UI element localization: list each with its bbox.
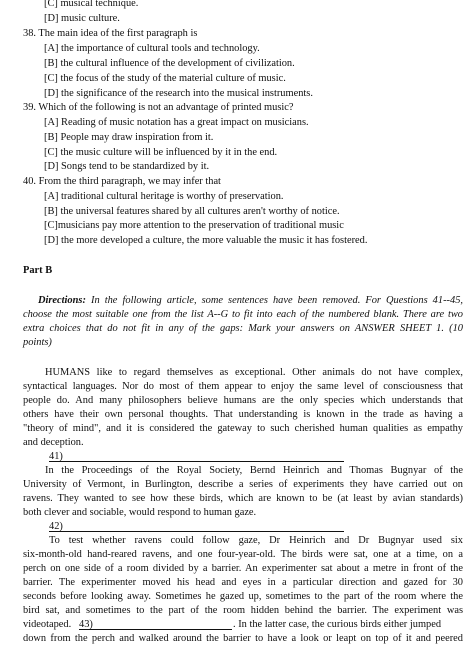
- blank-42-line[interactable]: [49, 520, 344, 532]
- p3-line-7-tail: . In the latter case, the curious birds either jumped: [233, 619, 442, 630]
- p2-line-4: both clever and sociable, would respond to human gaze.: [23, 507, 257, 518]
- question-39-stem: 39. Which of the following is not an advantage of printed music?: [23, 102, 294, 113]
- q39-option-b: [B] People may draw inspiration from it.: [44, 132, 214, 143]
- q37-option-d: [D] music culture.: [44, 13, 120, 24]
- p1-line-5: "theory of mind", and it is considered the gateway to such cherished human qualities as empathy: [23, 423, 463, 434]
- p2-line-3: ravens. They wanted to see how these birds, which are known to be (at least by avian standards): [23, 493, 463, 504]
- part-b-heading: Part B: [23, 265, 53, 276]
- p3-line-4: barrier. The experimenter moved his head and eyes in a particular direction and gazed for 30: [23, 577, 463, 588]
- directions-line-1: [23, 294, 463, 308]
- q38-option-c: [C] the focus of the study of the material culture of music.: [44, 73, 286, 84]
- blank-43-line[interactable]: [79, 618, 232, 630]
- p3-line-1: To test whether ravens could follow gaze, Dr Heinrich and Dr Bugnyar used six: [49, 535, 463, 546]
- q38-option-a: [A] the importance of cultural tools and technology.: [44, 43, 260, 54]
- p2-line-2: University of Vermont, in Burlington, describe a series of experiments they have carried out on: [23, 479, 463, 490]
- directions-label: Directions:: [38, 295, 86, 306]
- q40-option-c: [C]musicians pay more attention to the preservation of traditional music: [44, 220, 344, 231]
- p3-line-8: down from the perch and walked around the barrier to have a look or leapt on top of it and peered: [23, 633, 463, 644]
- blank-41-label: 41): [49, 451, 63, 462]
- videotaped-word: videotaped.: [23, 619, 72, 630]
- blank-41-line[interactable]: [49, 450, 344, 462]
- q40-option-b: [B] the universal features shared by all cultures aren't worthy of notice.: [44, 206, 340, 217]
- q40-option-a: [A] traditional cultural heritage is worthy of preservation.: [44, 191, 284, 202]
- p1-line-1: HUMANS like to regard themselves as exceptional. Other animals do not have complex,: [45, 367, 463, 378]
- question-40-stem: 40. From the third paragraph, we may infer that: [23, 176, 221, 187]
- q37-option-c: [C] musical technique.: [44, 0, 139, 9]
- q39-option-a: [A] Reading of music notation has a great impact on musicians.: [44, 117, 309, 128]
- directions-line-4: points): [23, 337, 52, 348]
- p3-line-6: bird sat, and sometimes to the part of the room hidden behind the barrier. The experiment was: [23, 605, 463, 616]
- blank-43-label: 43): [79, 619, 93, 630]
- p1-line-3: people do. And many philosophers believe humans are the only species which understands that: [23, 395, 463, 406]
- p3-line-3: perch on one side of a room divided by a barrier. An experimenter sat about a metre in front of the: [23, 563, 463, 574]
- directions-line-2: choose the most suitable one from the list A--G to fit into each of the numbered blank. There are two: [23, 309, 463, 320]
- q39-option-c: [C] the music culture will be influenced by it in the end.: [44, 147, 278, 158]
- q38-option-d: [D] the significance of the research into the musical instruments.: [44, 88, 313, 99]
- p1-line-6: and deception.: [23, 437, 84, 448]
- p3-line-2: six-month-old hand-reared ravens, and one four-year-old. The birds were sat, one at a time, on a: [23, 549, 463, 560]
- directions-line-3: extra choices that do not fit in any of the gaps: Mark your answers on ANSWER SHEET 1. (10: [23, 323, 463, 334]
- q38-option-b: [B] the cultural influence of the development of civilization.: [44, 58, 295, 69]
- q40-option-d: [D] the more developed a culture, the more valuable the music it has fostered.: [44, 235, 368, 246]
- question-38-stem: 38. The main idea of the first paragraph is: [23, 28, 198, 39]
- blank-42-label: 42): [49, 521, 63, 532]
- p2-line-1: In the Proceedings of the Royal Society, Bernd Heinrich and Thomas Bugnyar of the: [45, 465, 463, 476]
- p1-line-4: others have their own personal thoughts. That understanding is known in the trade as having a: [23, 409, 463, 420]
- p1-line-2: syntactical languages. Nor do most of them appear to enjoy the same level of consciousness that: [23, 381, 463, 392]
- directions-text-1: In the following article, some sentences have been removed. For Questions 41--45,: [85, 295, 463, 306]
- p3-line-5: seconds before looking away. Sometimes he gazed up, sometimes to the part of the room where the: [23, 591, 463, 602]
- q39-option-d: [D] Songs tend to be standardized by it.: [44, 161, 210, 172]
